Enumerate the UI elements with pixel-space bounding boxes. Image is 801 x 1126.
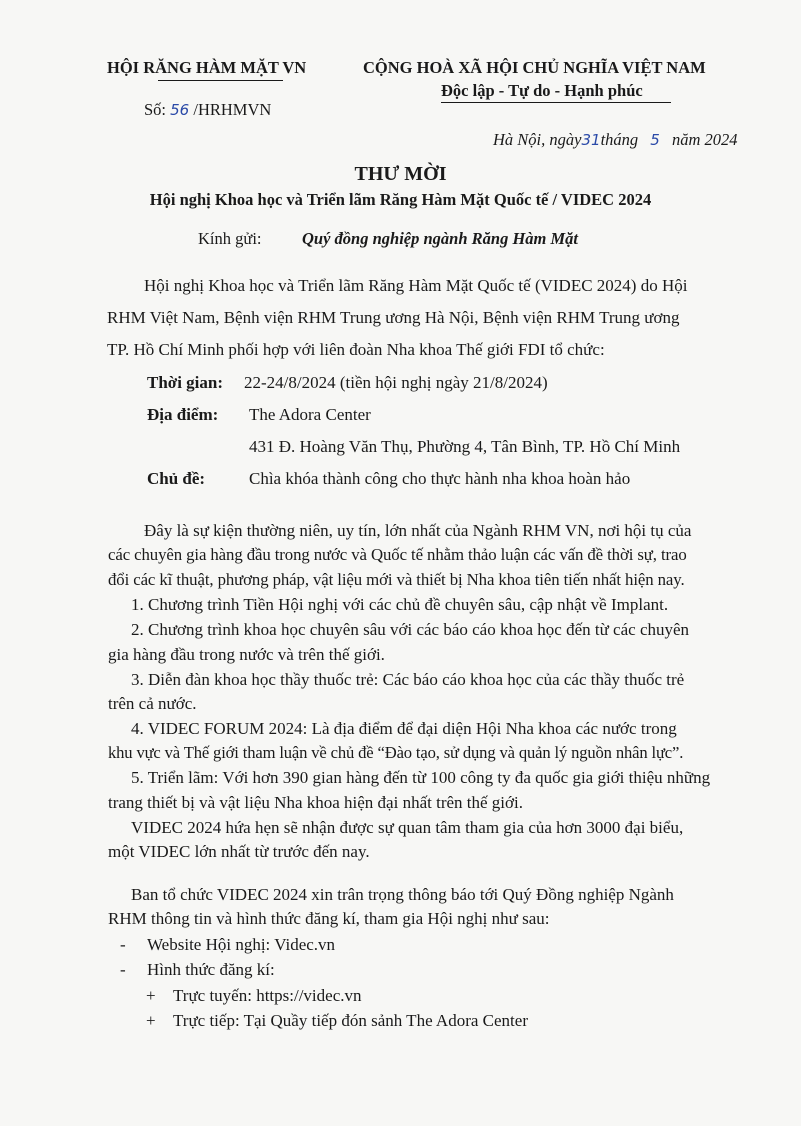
program-item: 1. Chương trình Tiền Hội nghị với các chủ đề chuyên sâu, cập nhật về Implant. (131, 595, 669, 614)
place-address: 431 Đ. Hoàng Văn Thụ, Phường 4, Tân Bình, TP. Hồ Chí Minh (249, 437, 681, 456)
doc-subtitle: Hội nghị Khoa học và Triển lãm Răng Hàm Mặt Quốc tế / VIDEC 2024 (149, 190, 652, 209)
intro-line: TP. Hồ Chí Minh phối hợp với liên đoàn Nha khoa Thế giới FDI tổ chức: (107, 340, 605, 359)
place-label: Địa điểm: (147, 405, 219, 424)
recipient-name: Quý đồng nghiệp ngành Răng Hàm Mặt (302, 229, 578, 248)
onsite-registration: Trực tiếp: Tại Quầy tiếp đón sảnh The Adora Center (173, 1011, 528, 1030)
body-line: các chuyên gia hàng đầu trong nước và Quốc tế nhằm thảo luận các vấn đề thời sự, trao (108, 545, 687, 564)
date-month-handwritten: 5 (650, 131, 660, 149)
theme-label: Chủ đề: (147, 469, 206, 488)
recipient-label: Kính gửi: (198, 229, 262, 248)
theme-value: Chìa khóa thành công cho thực hành nha khoa hoàn hảo (249, 469, 631, 488)
dash-bullet: - (120, 960, 126, 979)
closing-line: Ban tổ chức VIDEC 2024 xin trân trọng thông báo tới Quý Đồng nghiệp Ngành (131, 885, 674, 904)
program-item-cont: trên cả nước. (108, 694, 197, 713)
document-number (144, 100, 271, 120)
plus-bullet: + (146, 986, 156, 1005)
motto-underline (441, 102, 671, 103)
program-item-cont: gia hàng đầu trong nước và trên thế giới. (108, 645, 385, 664)
registration-item: Hình thức đăng kí: (147, 960, 275, 979)
online-registration: Trực tuyến: https://videc.vn (173, 986, 362, 1005)
date-day-handwritten: 31 (581, 131, 601, 149)
dash-bullet: - (120, 935, 126, 954)
org-name: HỘI RĂNG HÀM MẶT VN (107, 58, 307, 77)
program-item: 2. Chương trình khoa học chuyên sâu với các báo cáo khoa học đến từ các chuyên (131, 620, 690, 639)
body-line: một VIDEC lớn nhất từ trước đến nay. (108, 842, 370, 861)
time-value: 22-24/8/2024 (tiền hội nghị ngày 21/8/2024) (244, 373, 548, 392)
body-line: VIDEC 2024 hứa hẹn sẽ nhận được sự quan tâm tham gia của hơn 3000 đại biểu, (131, 818, 684, 837)
date-month-label: tháng (600, 130, 639, 149)
body-line: đổi các kĩ thuật, phương pháp, vật liệu mới và thiết bị Nha khoa tiên tiến nhất hiện nay. (108, 570, 685, 589)
body-line: Đây là sự kiện thường niên, uy tín, lớn nhất của Ngành RHM VN, nơi hội tụ của (144, 521, 692, 540)
program-item-cont: khu vực và Thế giới tham luận về chủ đề “Đào tạo, sử dụng và quản lý nguồn nhân lực”. (108, 743, 684, 762)
date-year: năm 2024 (671, 130, 738, 149)
republic-name: CỘNG HOÀ XÃ HỘI CHỦ NGHĨA VIỆT NAM (363, 58, 706, 77)
closing-line: RHM thông tin và hình thức đăng kí, tham gia Hội nghị như sau: (108, 909, 550, 928)
plus-bullet: + (146, 1011, 156, 1030)
so-code: /HRHMVN (193, 100, 272, 119)
program-item: 5. Triển lãm: Với hơn 390 gian hàng đến từ 100 công ty đa quốc gia giới thiệu những (131, 768, 711, 787)
time-label: Thời gian: (147, 373, 224, 392)
date-prefix: Hà Nội, ngày (493, 130, 582, 149)
program-item-cont: trang thiết bị và vật liệu Nha khoa hiện đại nhất trên thế giới. (108, 793, 523, 812)
motto: Độc lập - Tự do - Hạnh phúc (441, 81, 643, 100)
program-item: 4. VIDEC FORUM 2024: Là địa điểm để đại diện Hội Nha khoa các nước trong (131, 719, 677, 738)
website-item: Website Hội nghị: Videc.vn (147, 935, 336, 954)
program-item: 3. Diễn đàn khoa học thầy thuốc trẻ: Các báo cáo khoa học của các thầy thuốc trẻ (131, 670, 685, 689)
intro-line: RHM Việt Nam, Bệnh viện RHM Trung ương Hà Nội, Bệnh viện RHM Trung ương (107, 308, 680, 327)
so-label: Số: (144, 100, 167, 119)
place-value: The Adora Center (249, 405, 371, 424)
doc-title: THƯ MỜI (354, 163, 447, 185)
org-underline (158, 80, 283, 81)
so-number-handwritten: 56 (170, 101, 190, 119)
intro-line: Hội nghị Khoa học và Triển lãm Răng Hàm Mặt Quốc tế (VIDEC 2024) do Hội (144, 276, 688, 295)
date-line (493, 130, 738, 150)
